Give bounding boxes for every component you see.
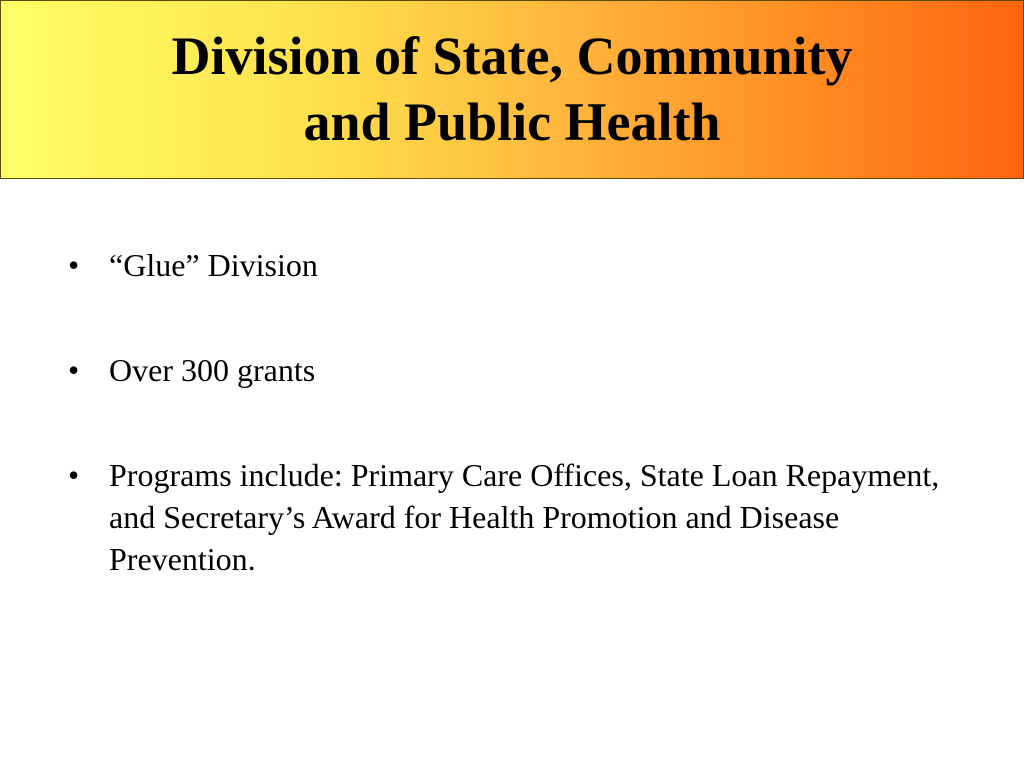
slide-title (1, 23, 1023, 155)
title-line-1: Division of State, Community (171, 26, 853, 86)
bullet-text: “Glue” Division (109, 247, 318, 283)
title-banner (0, 0, 1024, 179)
bullet-dot-icon: • (68, 247, 80, 283)
bullet-text: Programs include: Primary Care Offices, State Loan Repayment, and Secretary’s Award for Health Promotion and Disease Prevention. (109, 457, 940, 577)
bullet-text: Over 300 grants (109, 352, 316, 388)
bullet-dot-icon: • (68, 457, 80, 493)
bullet-dot-icon: • (68, 352, 80, 388)
title-line-2: and Public Health (303, 92, 721, 152)
